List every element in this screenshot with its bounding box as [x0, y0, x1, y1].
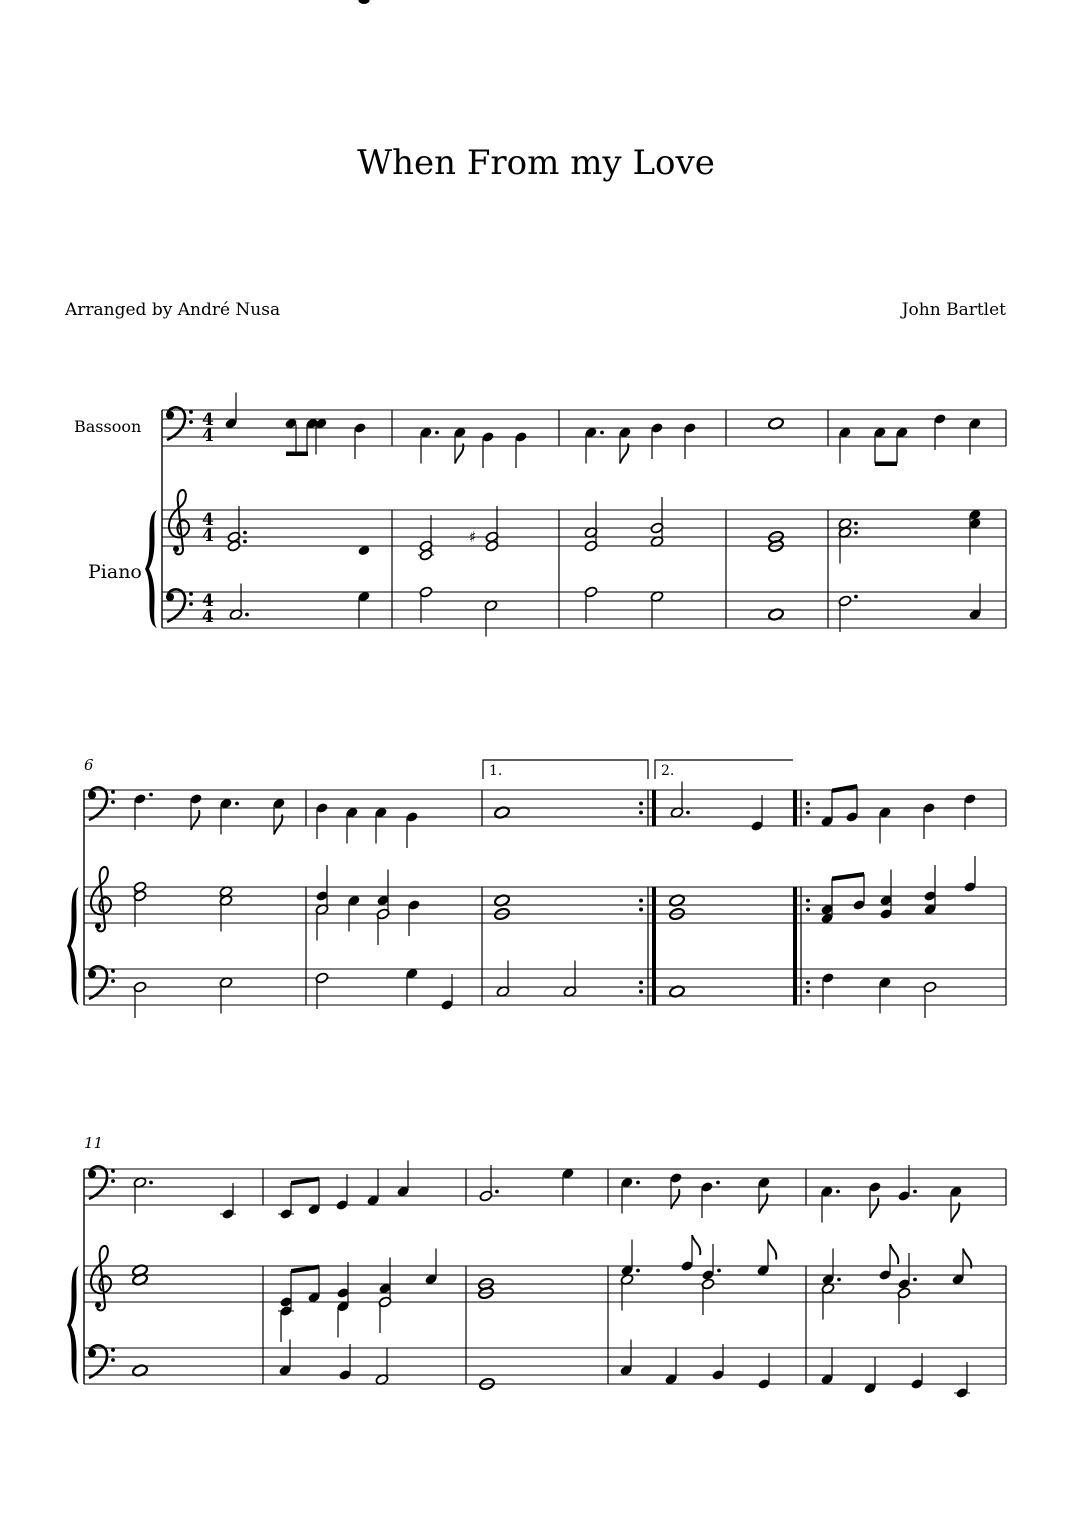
instrument-label-bassoon: Bassoon — [74, 417, 142, 436]
volta-second-ending-label: 2. — [661, 763, 675, 779]
note-flag — [191, 810, 199, 830]
augmentation-dot — [854, 531, 858, 535]
measure-number-11: 11 — [84, 1134, 104, 1152]
bass-clef-icon — [88, 1166, 115, 1199]
augmentation-dot — [854, 522, 858, 526]
svg-text:4: 4 — [202, 526, 214, 546]
augmentation-dot — [636, 1269, 640, 1273]
augmentation-dot — [245, 613, 249, 617]
note-flag — [768, 1240, 776, 1260]
repeat-dot — [639, 908, 643, 912]
repeat-dot — [806, 908, 810, 912]
note-flag — [671, 1189, 679, 1209]
composer-credit: John Bartlet — [901, 300, 1006, 320]
note-beam — [832, 784, 857, 793]
repeat-dot — [639, 811, 643, 815]
arranger-credit: Arranged by André Nusa — [65, 300, 281, 320]
augmentation-dot — [149, 1181, 153, 1185]
repeat-dot — [639, 981, 643, 985]
treble-clef-icon — [169, 490, 189, 554]
bass-clef-icon — [166, 589, 193, 622]
repeat-dot — [806, 899, 810, 903]
note-beam — [286, 452, 308, 457]
sharp-accidental: ♯ — [469, 528, 477, 546]
augmentation-dot — [243, 531, 247, 535]
bass-clef-icon — [88, 787, 115, 820]
bass-clef-icon — [166, 407, 193, 440]
augmentation-dot — [836, 1190, 840, 1194]
piano-brace-icon — [67, 887, 79, 1005]
augmentation-dot — [235, 802, 239, 806]
treble-clef-icon — [91, 867, 111, 931]
augmentation-dot — [149, 793, 153, 797]
volta-first-bracket — [483, 760, 648, 779]
repeat-dot — [806, 802, 810, 806]
bass-clef-icon — [88, 1345, 115, 1378]
repeat-dot — [806, 811, 810, 815]
page-title: When From my Love — [357, 143, 715, 183]
augmentation-dot — [636, 1181, 640, 1185]
repeat-dot — [639, 899, 643, 903]
music-notation — [67, 0, 1006, 1399]
svg-text:4: 4 — [202, 510, 214, 530]
time-signature-piano-bass — [202, 591, 214, 627]
augmentation-dot — [913, 1190, 917, 1194]
quarter-note — [358, 0, 369, 4]
bass-clef-icon — [88, 966, 115, 999]
note-flag — [870, 1198, 878, 1218]
note-beam — [832, 872, 864, 881]
svg-text:4: 4 — [202, 410, 214, 430]
note-flag — [692, 1235, 700, 1255]
augmentation-dot — [716, 1181, 720, 1185]
repeat-dot — [639, 990, 643, 994]
volta-second-bracket — [655, 760, 793, 779]
svg-text:4: 4 — [202, 426, 214, 446]
piano-brace-icon — [67, 1266, 79, 1384]
augmentation-dot — [243, 540, 247, 544]
svg-text:4: 4 — [202, 607, 214, 627]
augmentation-dot — [495, 1190, 499, 1194]
augmentation-dot — [913, 1278, 917, 1282]
repeat-dot — [639, 802, 643, 806]
instrument-label-piano: Piano — [88, 561, 142, 583]
augmentation-dot — [717, 1269, 721, 1273]
augmentation-dot — [600, 431, 604, 435]
volta-first-ending-label: 1. — [489, 763, 503, 779]
repeat-dot — [806, 981, 810, 985]
augmentation-dot — [854, 595, 858, 599]
augmentation-dot — [686, 811, 690, 815]
piano-brace-icon — [145, 510, 157, 628]
svg-text:4: 4 — [202, 591, 214, 611]
augmentation-dot — [837, 1278, 841, 1282]
repeat-dot — [806, 990, 810, 994]
note-beam — [875, 462, 897, 467]
measure-number-6: 6 — [84, 756, 94, 774]
augmentation-dot — [435, 431, 439, 435]
note-flag — [890, 1244, 898, 1264]
treble-clef-icon — [91, 1246, 111, 1310]
